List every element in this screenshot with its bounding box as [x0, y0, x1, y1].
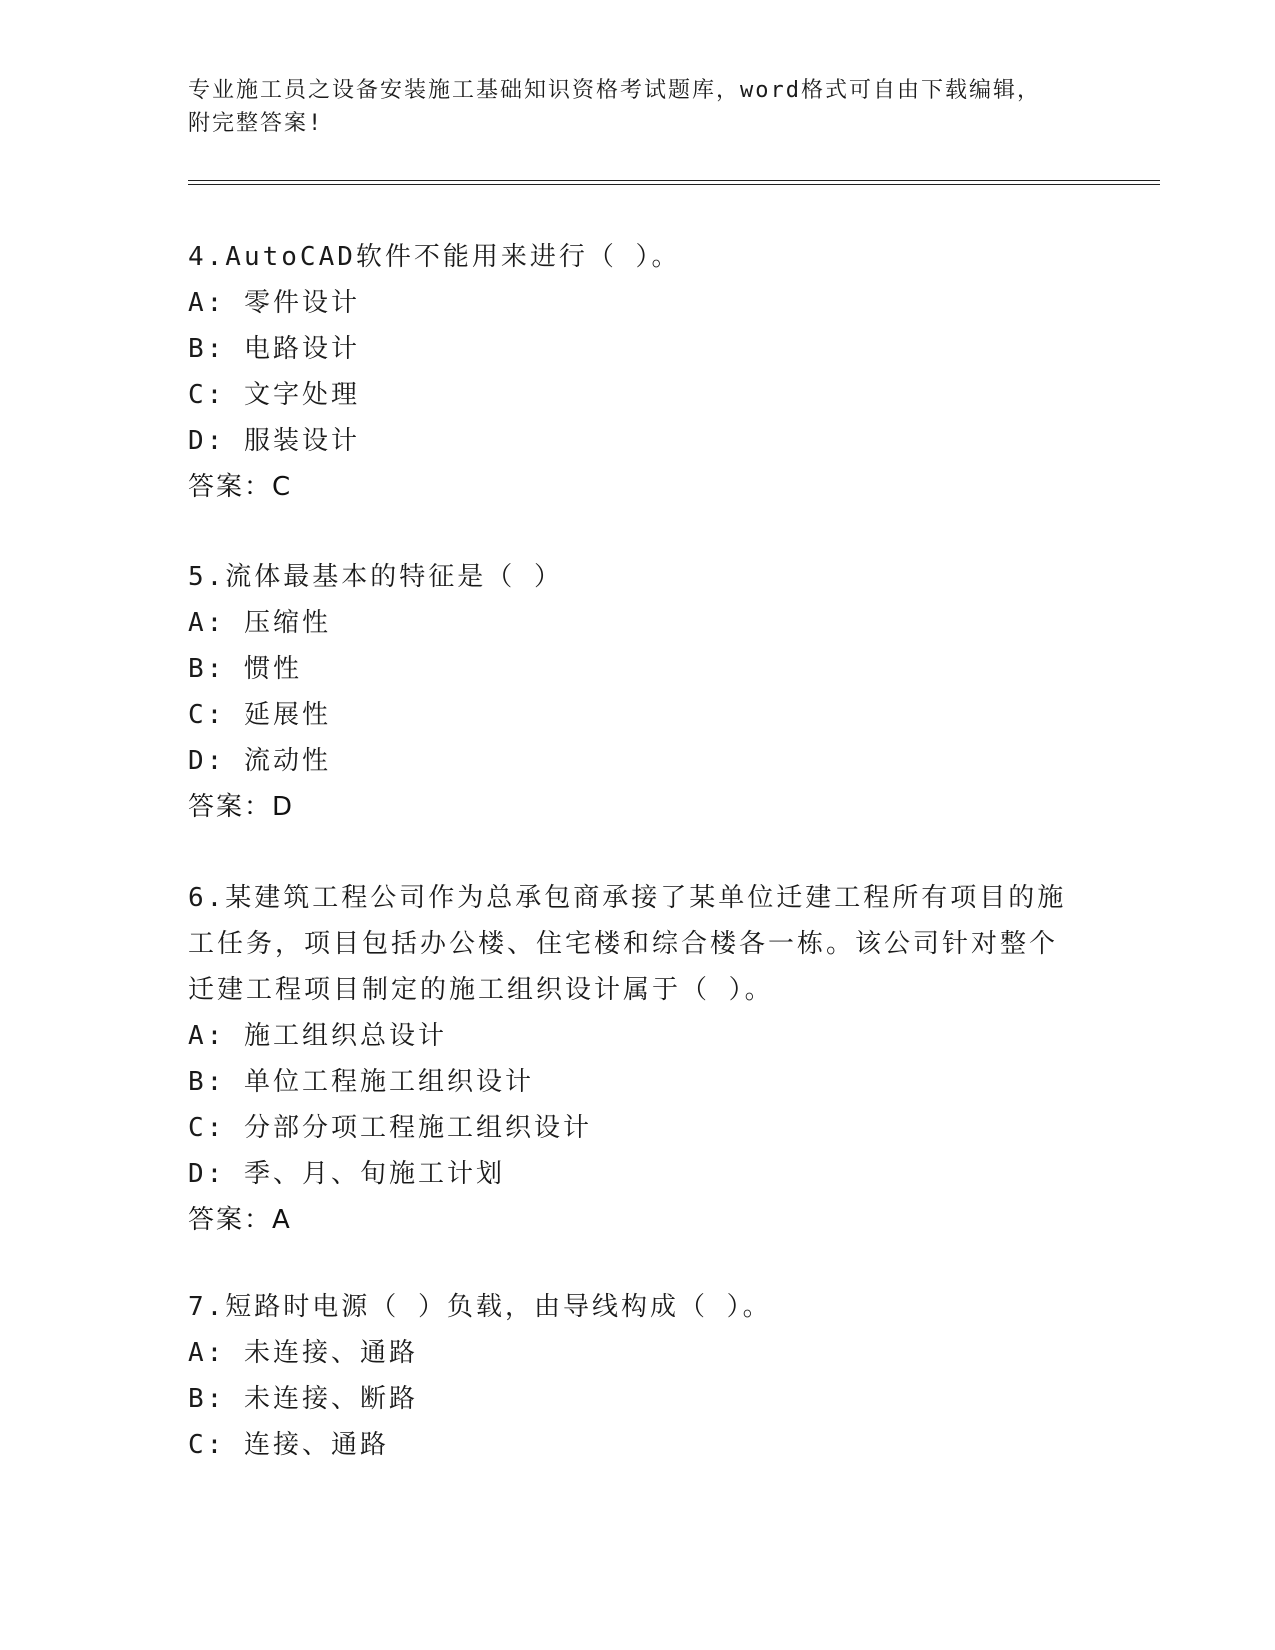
option-d: D: 服装设计 — [188, 426, 360, 456]
option-d: D: 季、月、旬施工计划 — [188, 1159, 505, 1189]
question-7 — [188, 1284, 1068, 1468]
question-stem-line-1: 6.某建筑工程公司作为总承包商承接了某单位迁建工程所有项目的施 — [188, 883, 1067, 913]
option-b: B: 电路设计 — [188, 334, 360, 364]
question-4 — [188, 234, 1068, 510]
option-c: C: 连接、通路 — [188, 1430, 389, 1460]
question-stem: 5.流体最基本的特征是（ ） — [188, 562, 563, 592]
option-d: D: 流动性 — [188, 746, 331, 776]
option-b: B: 单位工程施工组织设计 — [188, 1067, 534, 1097]
header-divider-bottom — [188, 184, 1160, 185]
option-a: A: 压缩性 — [188, 608, 331, 638]
document-header — [188, 74, 1068, 140]
option-b: B: 惯性 — [188, 654, 302, 684]
question-stem-line-3: 迁建工程项目制定的施工组织设计属于（ ）。 — [188, 975, 774, 1005]
question-stem-line-2: 工任务，项目包括办公楼、住宅楼和综合楼各一栋。该公司针对整个 — [188, 929, 1059, 959]
option-a: A: 零件设计 — [188, 288, 360, 318]
header-line-1: 专业施工员之设备安装施工基础知识资格考试题库，word格式可自由下载编辑， — [188, 78, 1041, 103]
question-6 — [188, 875, 1068, 1243]
header-line-2: 附完整答案! — [188, 111, 324, 136]
option-a: A: 施工组织总设计 — [188, 1021, 447, 1051]
option-c: C: 分部分项工程施工组织设计 — [188, 1113, 592, 1143]
option-a: A: 未连接、通路 — [188, 1338, 418, 1368]
answer-line: 答案：D — [188, 792, 295, 822]
header-divider-top — [188, 180, 1160, 181]
answer-line: 答案：C — [188, 472, 293, 502]
option-b: B: 未连接、断路 — [188, 1384, 418, 1414]
question-stem: 7.短路时电源（ ）负载，由导线构成（ ）。 — [188, 1292, 772, 1322]
option-c: C: 文字处理 — [188, 380, 360, 410]
question-5 — [188, 554, 1068, 830]
answer-line: 答案：A — [188, 1205, 292, 1235]
option-c: C: 延展性 — [188, 700, 331, 730]
question-stem: 4.AutoCAD软件不能用来进行（ ）。 — [188, 242, 681, 272]
